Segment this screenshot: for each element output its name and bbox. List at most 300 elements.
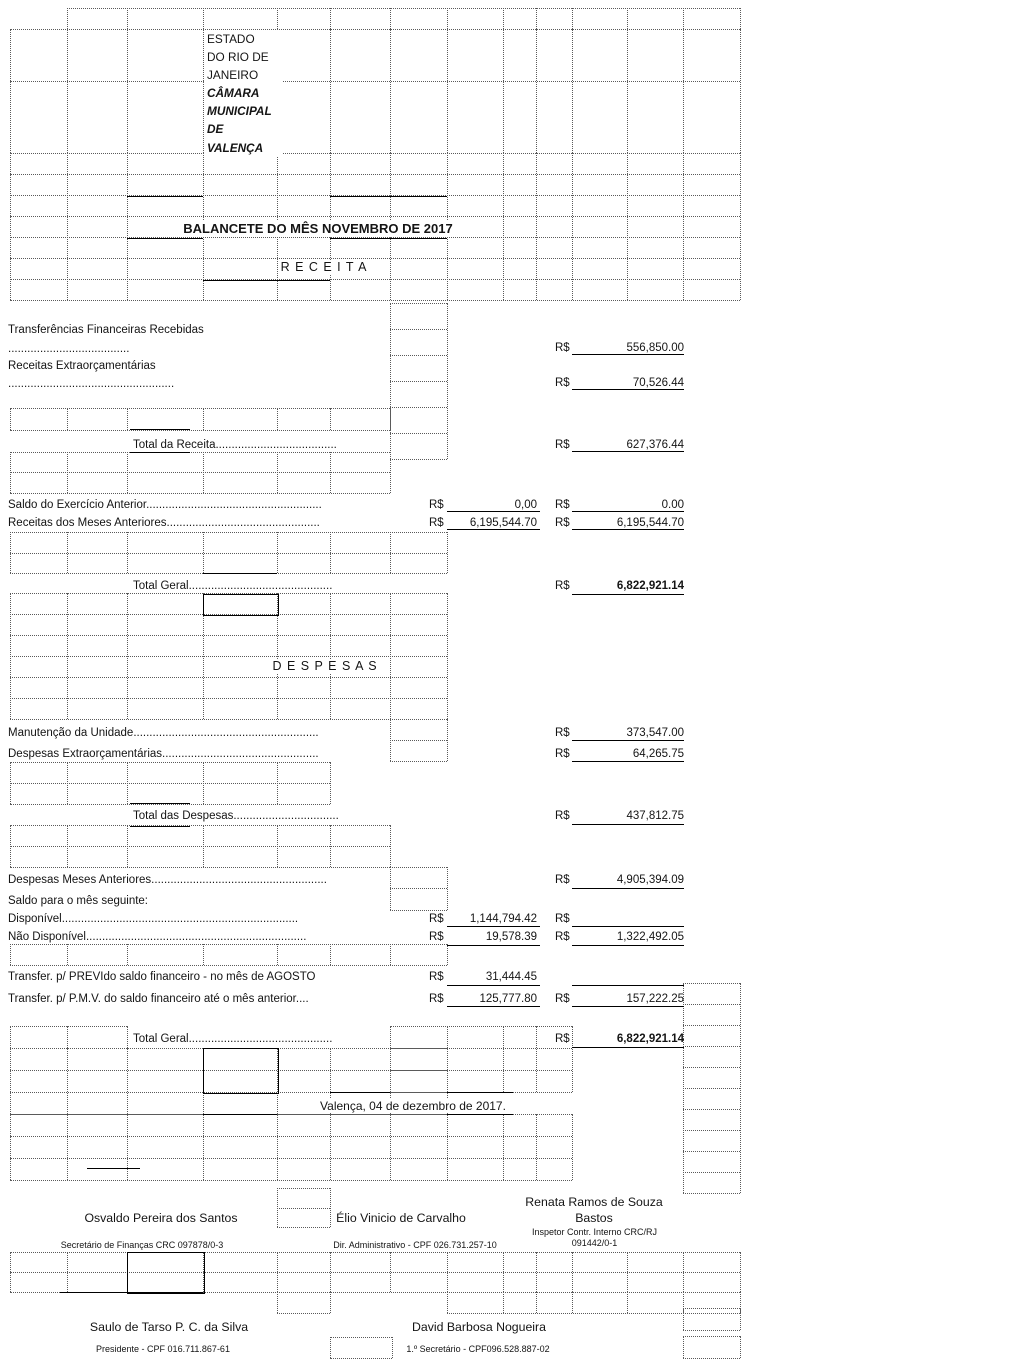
- grid-line: [627, 29, 628, 153]
- grid-line: [683, 1308, 740, 1309]
- letterhead-state-line: DO RIO DE: [207, 50, 269, 65]
- grid-line: [683, 29, 684, 153]
- solid-cell-border: [203, 1048, 279, 1094]
- grid-line: [330, 29, 331, 153]
- grid-line: [683, 1336, 740, 1337]
- total-receita-label: Total da Receita......................................: [130, 439, 340, 452]
- grid-line: [447, 1006, 540, 1007]
- grid-line: [683, 1336, 684, 1358]
- row-transferencias-leader: ......................................: [8, 343, 130, 355]
- grid-line: [10, 174, 740, 175]
- grid-line: [203, 8, 204, 29]
- currency-label: R$: [429, 971, 444, 983]
- grid-line: [447, 1092, 513, 1093]
- grid-line: [447, 532, 448, 573]
- grid-line: [447, 1292, 448, 1313]
- grid-line: [572, 1114, 573, 1180]
- grid-line: [740, 1336, 741, 1358]
- grid-line: [87, 1168, 140, 1169]
- grid-line: [330, 1337, 331, 1358]
- grid-line: [503, 1292, 504, 1313]
- despesas-extra-value: 64,265.75: [632, 748, 684, 760]
- solid-cell-border: [127, 1252, 205, 1294]
- grid-line: [10, 29, 740, 30]
- grid-line: [536, 1252, 537, 1292]
- grid-line: [572, 926, 684, 927]
- currency-label: R$: [555, 810, 570, 822]
- grid-line: [740, 1308, 741, 1330]
- grid-line: [683, 1004, 740, 1005]
- grid-line: [130, 452, 190, 453]
- grid-line: [390, 8, 391, 29]
- grid-line: [390, 825, 391, 867]
- transfer-previ-label: Transfer. p/ PREVIdo saldo financeiro - no mês de AGOSTO: [8, 971, 316, 983]
- signature-title-david: 1.º Secretário - CPF096.528.887-02: [406, 1344, 550, 1354]
- grid-line: [447, 1292, 740, 1293]
- currency-label: R$: [555, 1033, 570, 1045]
- grid-line: [67, 1252, 68, 1292]
- grid-line: [277, 532, 278, 573]
- signature-name-renata: Renata Ramos de Souza Bastos: [525, 1195, 663, 1225]
- document-title: BALANCETE DO MÊS NOVEMBRO DE 2017: [128, 222, 508, 235]
- disponivel-value-col1: 1,144,794.42: [469, 913, 537, 925]
- grid-line: [447, 985, 540, 986]
- nao-disponivel-value-col2: 1,322,492.05: [616, 931, 684, 943]
- grid-line: [330, 8, 331, 29]
- grid-line: [390, 867, 447, 868]
- grid-line: [10, 1136, 572, 1137]
- grid-line: [10, 783, 330, 784]
- grid-line: [503, 29, 504, 153]
- grid-line: [390, 593, 391, 719]
- grid-line: [503, 1114, 504, 1180]
- grid-line: [277, 762, 278, 804]
- grid-line: [447, 944, 448, 965]
- grid-line: [127, 408, 128, 430]
- grid-line: [203, 280, 330, 281]
- grid-line: [127, 8, 128, 29]
- date-line: Valença, 04 de dezembro de 2017.: [308, 1100, 518, 1113]
- grid-line: [683, 1358, 740, 1359]
- grid-line: [627, 8, 628, 29]
- currency-label: R$: [555, 748, 570, 760]
- receitas-extra-value: 70,526.44: [632, 377, 684, 389]
- grid-line: [10, 408, 11, 430]
- grid-line: [277, 8, 278, 29]
- letterhead-org-line: MUNICIPAL: [207, 104, 272, 119]
- grid-line: [330, 408, 331, 430]
- grid-line: [572, 594, 684, 595]
- grid-line: [203, 1114, 204, 1180]
- currency-label: R$: [555, 517, 570, 529]
- grid-line: [740, 1252, 741, 1292]
- grid-line: [10, 430, 390, 431]
- grid-line: [130, 429, 190, 430]
- grid-line: [390, 303, 391, 459]
- transfer-pmv-value-col2: 157,222.25: [626, 993, 684, 1005]
- receitas-meses-label: Receitas dos Meses Anteriores................................................: [8, 517, 320, 529]
- grid-line: [390, 433, 447, 434]
- grid-line: [572, 985, 684, 986]
- grid-line: [390, 1114, 391, 1180]
- grid-line: [683, 1193, 740, 1194]
- grid-line: [203, 1114, 277, 1115]
- grid-line: [740, 983, 741, 1193]
- grid-line: [330, 1358, 392, 1359]
- transfer-previ-value-col1: 31,444.45: [485, 971, 537, 983]
- grid-line: [203, 408, 204, 430]
- grid-line: [447, 593, 448, 719]
- currency-label: R$: [555, 993, 570, 1005]
- receitas-meses-value-col1: 6,195,544.70: [469, 517, 537, 529]
- grid-line: [130, 803, 190, 804]
- grid-line: [67, 408, 68, 430]
- grid-line: [203, 762, 204, 804]
- grid-line: [390, 1026, 572, 1027]
- grid-line: [503, 1026, 504, 1092]
- grid-line: [536, 1026, 537, 1092]
- grid-line: [572, 1047, 684, 1048]
- grid-line: [683, 1151, 740, 1152]
- grid-line: [627, 1292, 628, 1313]
- grid-line: [10, 452, 11, 493]
- grid-line: [10, 81, 740, 82]
- grid-line: [127, 762, 128, 804]
- grid-line: [390, 29, 391, 153]
- grid-line: [683, 1308, 684, 1330]
- total-geral-receita-value: 6,822,921.14: [616, 580, 684, 592]
- grid-line: [127, 1114, 128, 1180]
- grid-line: [127, 944, 128, 965]
- signature-title-elio: Dir. Administrativo - CPF 026.731.257-10: [333, 1240, 497, 1250]
- signature-title-osvaldo: Secretário de Finanças CRC 097878/0-3: [60, 1240, 224, 1250]
- grid-line: [67, 762, 68, 804]
- grid-line: [740, 29, 741, 153]
- grid-line: [10, 1026, 127, 1027]
- nao-disponivel-label: Não Disponível.....................................................................: [8, 931, 307, 943]
- despesas-section-heading: D E S P E S A S: [225, 660, 425, 673]
- grid-line: [390, 355, 447, 356]
- grid-line: [277, 1188, 278, 1227]
- row-receitas-extra-leader: ....................................................: [8, 378, 175, 390]
- grid-line: [447, 29, 448, 153]
- grid-line: [10, 762, 11, 804]
- grid-line: [627, 1252, 628, 1292]
- grid-line: [10, 965, 447, 966]
- grid-line: [536, 1114, 537, 1180]
- letterhead-state-line: JANEIRO: [207, 68, 259, 83]
- grid-line: [330, 825, 331, 867]
- grid-line: [447, 303, 448, 459]
- grid-line: [390, 303, 447, 304]
- grid-line: [536, 8, 537, 29]
- grid-line: [67, 452, 68, 493]
- grid-line: [390, 459, 447, 460]
- grid-line: [740, 153, 741, 300]
- total-despesas-label: Total das Despesas.................................: [130, 810, 342, 823]
- grid-line: [67, 8, 68, 29]
- grid-line: [127, 1026, 128, 1048]
- grid-line: [390, 1252, 391, 1292]
- grid-line: [10, 553, 447, 554]
- grid-line: [683, 1330, 740, 1331]
- currency-label: R$: [555, 342, 570, 354]
- grid-line: [10, 719, 447, 720]
- grid-line: [536, 1292, 537, 1313]
- grid-line: [683, 1252, 684, 1292]
- currency-label: R$: [555, 377, 570, 389]
- grid-line: [683, 153, 684, 300]
- grid-line: [10, 216, 740, 217]
- grid-line: [130, 826, 190, 827]
- grid-line: [127, 532, 128, 573]
- grid-line: [10, 300, 740, 301]
- grid-line: [572, 153, 573, 300]
- total-geral-final-value: 6,822,921.14: [616, 1033, 684, 1045]
- grid-line: [10, 1180, 572, 1181]
- disponivel-label: Disponível..........................................................................: [8, 913, 299, 925]
- grid-line: [330, 196, 447, 197]
- grid-line: [67, 1026, 68, 1048]
- grid-line: [740, 8, 741, 29]
- grid-line: [10, 825, 11, 867]
- grid-line: [277, 1292, 330, 1293]
- grid-line: [330, 1252, 331, 1292]
- saldo-exercicio-value-col1: 0,00: [514, 499, 537, 511]
- grid-line: [390, 888, 447, 889]
- signature-title-renata: Inspetor Contr. Interno CRC/RJ 091442/0-1: [531, 1227, 658, 1248]
- grid-line: [536, 29, 537, 153]
- grid-line: [10, 1252, 740, 1253]
- total-geral-receita-label: Total Geral.............................................: [130, 580, 335, 593]
- signature-name-elio: Élio Vinicio de Carvalho: [336, 1211, 466, 1225]
- grid-line: [390, 719, 447, 720]
- grid-line: [572, 945, 684, 946]
- letterhead-org-line: CÂMARA: [207, 86, 260, 100]
- saldo-exercicio-value-col2: 0.00: [661, 499, 684, 511]
- grid-line: [572, 8, 573, 29]
- grid-line: [203, 532, 204, 573]
- grid-line: [277, 452, 278, 493]
- grid-line: [277, 408, 278, 430]
- grid-line: [277, 1292, 278, 1313]
- row-receitas-extra-label: Receitas Extraorçamentárias: [8, 360, 156, 372]
- grid-line: [390, 407, 447, 408]
- grid-line: [390, 867, 391, 910]
- grid-line: [10, 867, 390, 868]
- grid-line: [10, 1252, 11, 1292]
- grid-line: [10, 656, 447, 657]
- row-transferencias-label: Transferências Financeiras Recebidas: [8, 324, 204, 336]
- grid-line: [127, 196, 203, 197]
- currency-label: R$: [555, 439, 570, 451]
- grid-line: [447, 867, 448, 910]
- grid-line: [10, 279, 740, 280]
- grid-line: [67, 593, 68, 719]
- grid-line: [390, 532, 391, 573]
- currency-label: R$: [429, 517, 444, 529]
- grid-line: [447, 1252, 448, 1292]
- grid-line: [447, 719, 448, 761]
- grid-line: [683, 1067, 740, 1068]
- currency-label: R$: [555, 727, 570, 739]
- grid-line: [127, 452, 128, 493]
- total-despesas-value: 437,812.75: [626, 810, 684, 822]
- grid-line: [277, 1208, 330, 1209]
- grid-line: [10, 1048, 11, 1114]
- grid-line: [683, 8, 684, 29]
- grid-line: [127, 1048, 128, 1114]
- grid-line: [330, 452, 331, 493]
- grid-line: [447, 1313, 740, 1314]
- grid-line: [330, 944, 331, 965]
- grid-line: [683, 1130, 740, 1131]
- grid-line: [67, 944, 68, 965]
- grid-line: [203, 825, 204, 867]
- grid-line: [277, 1227, 330, 1228]
- grid-line: [67, 8, 740, 9]
- nao-disponivel-value-col1: 19,578.39: [485, 931, 537, 943]
- signature-name-saulo: Saulo de Tarso P. C. da Silva: [89, 1320, 249, 1334]
- grid-line: [10, 153, 11, 300]
- grid-line: [67, 532, 68, 573]
- grid-line: [572, 1252, 573, 1292]
- grid-line: [10, 1114, 11, 1180]
- grid-line: [277, 825, 278, 867]
- transfer-pmv-label: Transfer. p/ P.M.V. do saldo financeiro até o mês anterior....: [8, 993, 309, 1005]
- grid-line: [683, 1088, 740, 1089]
- grid-line: [203, 573, 277, 574]
- grid-line: [390, 944, 391, 965]
- transfer-pmv-value-col1: 125,777.80: [479, 993, 537, 1005]
- grid-line: [10, 258, 740, 259]
- grid-line: [127, 238, 203, 239]
- grid-line: [503, 8, 504, 29]
- currency-label: R$: [555, 931, 570, 943]
- grid-line: [67, 1048, 68, 1114]
- grid-line: [390, 910, 447, 911]
- grid-line: [390, 452, 391, 493]
- signature-name-david: David Barbosa Nogueira: [412, 1320, 546, 1334]
- grid-line: [390, 381, 447, 382]
- grid-line: [10, 1026, 11, 1048]
- grid-line: [203, 944, 204, 965]
- saldo-exercicio-label: Saldo do Exercício Anterior.......................................................: [8, 499, 322, 511]
- signature-title-saulo: Presidente - CPF 016.711.867-61: [96, 1344, 230, 1354]
- grid-line: [572, 761, 684, 762]
- despesas-meses-value: 4,905,394.09: [616, 874, 684, 886]
- despesas-extra-label: Despesas Extraorçamentárias.................................................: [8, 748, 319, 760]
- manutencao-value: 373,547.00: [626, 727, 684, 739]
- manutencao-label: Manutenção da Unidade..........................................................: [8, 727, 319, 739]
- grid-line: [330, 238, 447, 239]
- letterhead-state-line: ESTADO: [207, 32, 255, 46]
- letterhead-org-line: VALENÇA: [207, 140, 264, 155]
- currency-label: R$: [555, 913, 570, 925]
- grid-line: [572, 888, 684, 889]
- grid-line: [683, 1025, 740, 1026]
- grid-line: [572, 824, 684, 825]
- grid-line: [67, 29, 68, 153]
- grid-line: [390, 761, 447, 762]
- grid-line: [447, 8, 448, 29]
- grid-line: [683, 983, 740, 984]
- currency-label: R$: [555, 580, 570, 592]
- grid-line: [10, 29, 11, 153]
- grid-line: [447, 1114, 513, 1115]
- grid-line: [10, 804, 330, 805]
- grid-line: [390, 408, 391, 430]
- saldo-seguinte-label: Saldo para o mês seguinte:: [8, 895, 149, 907]
- grid-line: [572, 1006, 684, 1007]
- grid-line: [10, 762, 330, 763]
- grid-line: [10, 532, 447, 533]
- grid-line: [627, 153, 628, 300]
- letterhead-organization: [204, 84, 282, 157]
- grid-line: [10, 944, 447, 945]
- grid-line: [572, 740, 684, 741]
- grid-line: [503, 1252, 504, 1292]
- grid-line: [330, 1092, 390, 1093]
- grid-line: [447, 1114, 448, 1180]
- grid-line: [127, 593, 128, 719]
- grid-line: [330, 1114, 331, 1180]
- grid-line: [277, 1313, 330, 1314]
- grid-line: [10, 532, 11, 573]
- grid-line: [277, 1188, 330, 1189]
- total-geral-final-label: Total Geral.............................................: [130, 1033, 335, 1046]
- currency-label: R$: [429, 931, 444, 943]
- grid-line: [447, 926, 540, 927]
- letterhead-org-line: DE: [207, 122, 224, 137]
- receita-section-heading: R E C E I T A: [224, 261, 424, 274]
- grid-line: [330, 762, 331, 804]
- grid-line: [572, 1292, 573, 1313]
- grid-line: [330, 1292, 331, 1313]
- grid-line: [67, 825, 68, 867]
- grid-line: [10, 1158, 572, 1159]
- grid-line: [390, 329, 447, 330]
- letterhead-state: [204, 30, 282, 85]
- grid-line: [390, 740, 447, 741]
- grid-line: [67, 1114, 68, 1180]
- grid-line: [127, 825, 128, 867]
- grid-line: [10, 1272, 740, 1273]
- receitas-meses-value-col2: 6,195,544.70: [616, 517, 684, 529]
- grid-line: [10, 698, 447, 699]
- grid-line: [330, 593, 331, 719]
- grid-line: [536, 153, 537, 300]
- grid-line: [683, 1046, 740, 1047]
- currency-label: R$: [555, 874, 570, 886]
- grid-line: [67, 153, 68, 300]
- grid-line: [203, 452, 204, 493]
- grid-line: [277, 944, 278, 965]
- grid-line: [10, 153, 740, 154]
- currency-label: R$: [555, 499, 570, 511]
- signature-name-osvaldo: Osvaldo Pereira dos Santos: [84, 1211, 238, 1225]
- currency-label: R$: [429, 993, 444, 1005]
- grid-line: [277, 1252, 278, 1292]
- grid-line: [277, 1114, 278, 1180]
- grid-line: [330, 1337, 392, 1338]
- grid-line: [127, 29, 128, 153]
- grid-line: [683, 1172, 740, 1173]
- grid-line: [683, 1109, 740, 1110]
- solid-cell-border: [203, 594, 279, 616]
- currency-label: R$: [429, 913, 444, 925]
- despesas-meses-label: Despesas Meses Anteriores.......................................................: [8, 874, 327, 886]
